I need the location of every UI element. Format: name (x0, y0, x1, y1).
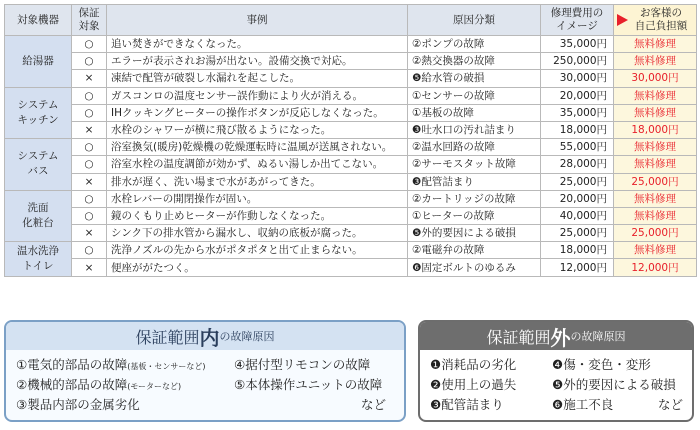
table-row (5, 156, 697, 173)
customer-payment: 30,000円 (614, 70, 697, 87)
customer-payment: 無料修理 (614, 242, 697, 259)
case-description: 洗浄ノズルの先から水がポタポタと出て止まらない。 (107, 242, 408, 259)
table-row (5, 139, 697, 156)
covered-cause-item (16, 355, 205, 373)
covered-cause-etc (361, 395, 386, 413)
cause-category: ②ポンプの故障 (408, 36, 541, 53)
case-description: 水栓レバーの開閉操作が固い。 (107, 190, 408, 207)
covered-causes-list (6, 350, 404, 420)
coverage-mark: ○ (72, 139, 107, 156)
device-cell: 温水洗浄 トイレ (5, 242, 72, 276)
cause-category: ②温水回路の故障 (408, 139, 541, 156)
repair-cost: 30,000円 (541, 70, 614, 87)
table-row (5, 225, 697, 242)
covered-cause-item (234, 355, 370, 373)
case-description: 浴室換気(暖房)乾燥機の乾燥運転時に温風が送風されない。 (107, 139, 408, 156)
case-description: 排水が遅く、洗い場まで水があがってきた。 (107, 173, 408, 190)
cause-category: ②サーモスタット故障 (408, 156, 541, 173)
case-description: 追い焚きができなくなった。 (107, 36, 408, 53)
customer-payment: 無料修理 (614, 139, 697, 156)
repair-cost: 35,000円 (541, 36, 614, 53)
covered-cause-text: ②機械的部品の故障 (16, 377, 128, 392)
customer-payment: 25,000円 (614, 225, 697, 242)
repair-cost: 18,000円 (541, 242, 614, 259)
header-case: 事例 (107, 5, 408, 36)
table-header-row (5, 5, 697, 36)
case-description: 便座ががたつく。 (107, 259, 408, 276)
uncovered-title-a: 保証範囲 (486, 327, 551, 347)
covered-cause-text: など (361, 397, 387, 412)
device-cell: システム キッチン (5, 87, 72, 139)
covered-cause-text: ⑤本体操作ユニットの故障 (234, 377, 383, 392)
coverage-mark: ○ (72, 104, 107, 121)
header-coverage: 保証 対象 (72, 5, 107, 36)
covered-cause-note: (基板・センサーなど) (127, 362, 206, 371)
coverage-mark: ○ (72, 207, 107, 224)
cause-category: ①基板の故障 (408, 104, 541, 121)
device-cell: システム バス (5, 139, 72, 191)
uncovered-causes-box (418, 320, 694, 422)
table-row (5, 173, 697, 190)
covered-cause-text: ①電気的部品の故障 (16, 357, 128, 372)
repair-cost: 40,000円 (541, 207, 614, 224)
header-cost: 修理費用の イメージ (541, 5, 614, 36)
customer-payment: 無料修理 (614, 87, 697, 104)
uncovered-title-b: 外 (550, 325, 571, 350)
header-device: 対象機器 (5, 5, 72, 36)
case-description: エラーが表示されお湯が出ない。設備交換で対応。 (107, 53, 408, 70)
case-description: 鏡のくもり止めヒーターが作動しなくなった。 (107, 207, 408, 224)
uncovered-cause-item: ❺外的要因による破損 (552, 377, 676, 392)
customer-payment: 18,000円 (614, 121, 697, 138)
coverage-mark: × (72, 70, 107, 87)
cause-category: ①センサーの故障 (408, 87, 541, 104)
case-description: IHクッキングヒーターの操作ボタンが反応しなくなった。 (107, 104, 408, 121)
uncovered-cause-item: ❷使用上の過失 (430, 377, 517, 392)
table-row (5, 207, 697, 224)
covered-title-b: 内 (199, 325, 220, 350)
cause-category: ②電磁弁の故障 (408, 242, 541, 259)
customer-payment: 無料修理 (614, 36, 697, 53)
cause-category: ❸吐水口の汚れ詰まり (408, 121, 541, 138)
coverage-mark: ○ (72, 87, 107, 104)
coverage-mark: ○ (72, 36, 107, 53)
cause-category: ②カートリッジの故障 (408, 190, 541, 207)
covered-title-c: の故障原因 (219, 330, 275, 343)
coverage-mark: ○ (72, 242, 107, 259)
table-row (5, 104, 697, 121)
customer-payment: 無料修理 (614, 207, 697, 224)
table-row (5, 87, 697, 104)
case-description: シンク下の排水管から漏水し、収納の底板が腐った。 (107, 225, 408, 242)
table-row (5, 36, 697, 53)
covered-causes-title (6, 322, 404, 350)
covered-title-a: 保証範囲 (135, 327, 200, 347)
covered-cause-item (234, 375, 382, 393)
repair-cost: 55,000円 (541, 139, 614, 156)
covered-cause-text: ③製品内部の金属劣化 (16, 397, 140, 412)
customer-payment: 25,000円 (614, 173, 697, 190)
customer-payment: 無料修理 (614, 190, 697, 207)
repair-cost: 20,000円 (541, 190, 614, 207)
repair-cost: 35,000円 (541, 104, 614, 121)
table-row (5, 121, 697, 138)
customer-payment: 無料修理 (614, 156, 697, 173)
cause-category: ❻固定ボルトのゆるみ (408, 259, 541, 276)
table-row (5, 259, 697, 276)
uncovered-causes-list (420, 350, 692, 420)
covered-cause-item (16, 375, 181, 393)
device-cell: 洗面 化粧台 (5, 190, 72, 242)
repair-cost: 250,000円 (541, 53, 614, 70)
red-arrow-icon (617, 14, 628, 26)
coverage-mark: × (72, 173, 107, 190)
table-body (5, 36, 697, 277)
case-description: 浴室水栓の温度調節が効かず、ぬるい湯しか出てこない。 (107, 156, 408, 173)
table-row (5, 70, 697, 87)
coverage-mark: ○ (72, 190, 107, 207)
uncovered-cause-etc: など (658, 397, 684, 412)
cause-category: ❸配管詰まり (408, 173, 541, 190)
customer-payment: 無料修理 (614, 104, 697, 121)
table-row (5, 190, 697, 207)
uncovered-causes-title (420, 322, 692, 350)
header-cause: 原因分類 (408, 5, 541, 36)
cause-category: ②熱交換器の故障 (408, 53, 541, 70)
uncovered-cause-item: ❸配管詰まり (430, 397, 504, 412)
covered-causes-box (4, 320, 406, 422)
repair-cost: 25,000円 (541, 173, 614, 190)
coverage-mark: ○ (72, 156, 107, 173)
repair-cost: 28,000円 (541, 156, 614, 173)
repair-cost: 12,000円 (541, 259, 614, 276)
warranty-case-table (4, 4, 697, 277)
customer-payment: 12,000円 (614, 259, 697, 276)
covered-cause-note: (モーターなど) (127, 382, 182, 391)
header-pay (614, 5, 697, 36)
uncovered-cause-item: ❶消耗品の劣化 (430, 357, 517, 372)
coverage-mark: × (72, 259, 107, 276)
repair-cost: 20,000円 (541, 87, 614, 104)
table-row (5, 53, 697, 70)
header-pay-label: お客様の 自己負担額 (634, 7, 688, 32)
repair-cost: 18,000円 (541, 121, 614, 138)
cause-category: ❺給水管の破損 (408, 70, 541, 87)
uncovered-cause-item: ❻施工不良 (552, 397, 614, 412)
device-cell: 給湯器 (5, 36, 72, 88)
case-description: 水栓のシャワーが横に飛び散るようになった。 (107, 121, 408, 138)
customer-payment: 無料修理 (614, 53, 697, 70)
coverage-mark: × (72, 225, 107, 242)
repair-cost: 25,000円 (541, 225, 614, 242)
cause-category: ①ヒーターの故障 (408, 207, 541, 224)
coverage-mark: ○ (72, 53, 107, 70)
uncovered-title-c: の故障原因 (570, 330, 626, 343)
covered-cause-item (16, 395, 140, 413)
cause-category: ❺外的要因による破損 (408, 225, 541, 242)
covered-cause-text: ④据付型リモコンの故障 (234, 357, 371, 372)
table-row (5, 242, 697, 259)
case-description: 凍結で配管が破裂し水漏れを起こした。 (107, 70, 408, 87)
uncovered-cause-item: ❹傷・変色・変形 (552, 357, 651, 372)
coverage-mark: × (72, 121, 107, 138)
case-description: ガスコンロの温度センサー誤作動により火が消える。 (107, 87, 408, 104)
